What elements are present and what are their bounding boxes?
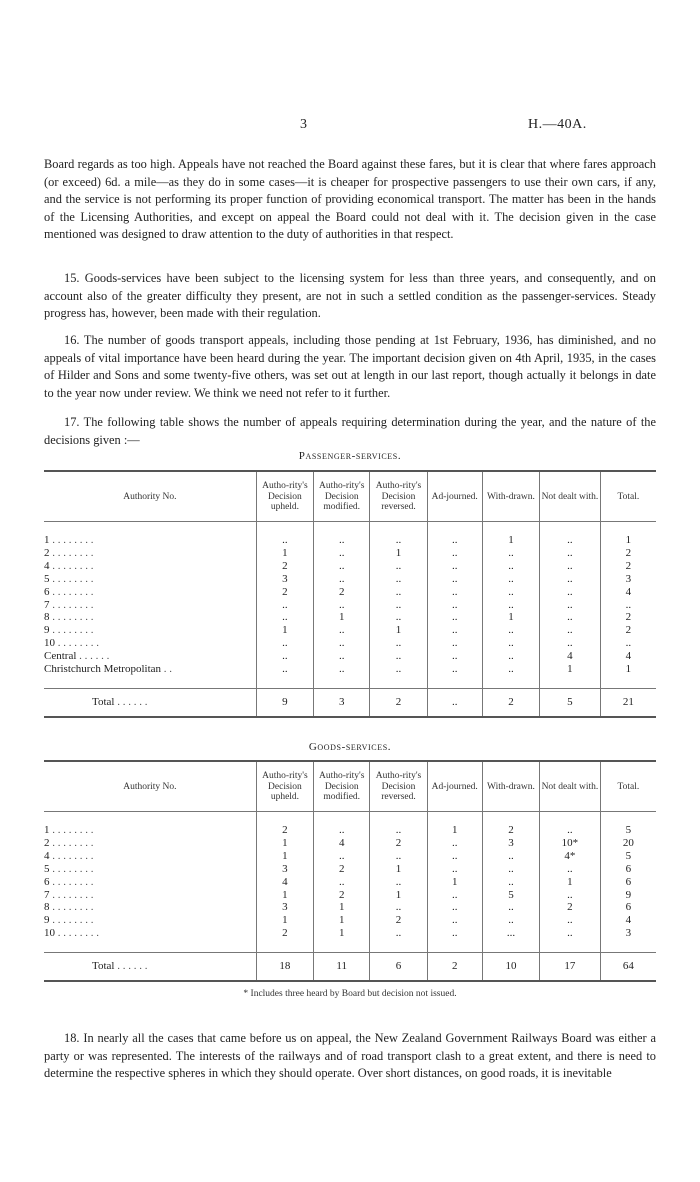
adjourned-cell: ..: [427, 586, 482, 599]
paragraph-16: 16. The number of goods transport appeals, including those pending at 1st February, 1936, has diminished, and no appeals of vital importance have been heard during the year. The important decision given on 4th April, 1935, in the cases of Hilder and Sons and some twenty-five others, was set out at length in our last report, though actually it belongs in date to the year now under review. We think we need not refer to it further.: [44, 333, 656, 400]
goods-services-table: [44, 760, 656, 982]
col-withdrawn-header: With-drawn.: [482, 761, 539, 812]
reversed-cell: ..: [370, 663, 427, 676]
adjourned-cell: ..: [427, 863, 482, 876]
withdrawn-cell: ..: [482, 914, 539, 927]
table-row: [44, 850, 656, 863]
adjourned-cell: ..: [427, 637, 482, 650]
spacer-row: [44, 812, 656, 825]
not-dealt-cell: 5: [540, 688, 601, 717]
table-row: [44, 611, 656, 624]
not-dealt-cell: 4: [540, 650, 601, 663]
authority-cell: 7 . . . . . . . .: [44, 598, 94, 611]
col-modified-header: Autho-rity's Decision modified.: [314, 761, 370, 812]
document-reference: H.—40A.: [528, 117, 587, 132]
total-cell: 20: [600, 837, 656, 850]
upheld-cell: 1: [256, 547, 313, 560]
col-adjourned-header: Ad-journed.: [427, 761, 482, 812]
col-withdrawn-header: With-drawn.: [482, 471, 539, 522]
modified-cell: 2: [314, 863, 370, 876]
table-row: [44, 534, 656, 547]
col-upheld-header: Autho-rity's Decision upheld.: [256, 471, 313, 522]
table-row: [44, 624, 656, 637]
reversed-cell: ..: [370, 850, 427, 863]
reversed-cell: ..: [370, 586, 427, 599]
not-dealt-cell: 1: [540, 876, 601, 889]
upheld-cell: 1: [256, 889, 313, 902]
adjourned-cell: ..: [427, 914, 482, 927]
modified-cell: 2: [314, 586, 370, 599]
reversed-cell: ..: [370, 560, 427, 573]
table-row: [44, 824, 656, 837]
authority-cell: 8 . . . . . . . .: [44, 611, 94, 624]
reversed-cell: 2: [370, 837, 427, 850]
not-dealt-cell: 2: [540, 901, 601, 914]
total-cell: ..: [600, 637, 656, 650]
paragraph-intro: Board regards as too high. Appeals have not reached the Board against these fares, but it is clear that where fares approach (or exceed) 6d. a mile—as they do in some cases—it is cheaper for prospective passengers to use their own cars, if any, and the service is not performing its proper function of providing economical transport. The matter has been in the hands of the Licensing Authorities, and except on appeal the Board could not deal with it. The decision given in the case mentioned was designed to draw attention to the duty of authorities in that respect.: [44, 157, 656, 242]
withdrawn-cell: 5: [482, 889, 539, 902]
authority-cell: 9 . . . . . . . .: [44, 914, 94, 927]
adjourned-cell: ..: [427, 901, 482, 914]
total-cell: 6: [600, 863, 656, 876]
not-dealt-cell: ..: [540, 573, 601, 586]
total-cell: 3: [600, 573, 656, 586]
withdrawn-cell: ..: [482, 586, 539, 599]
passenger-table-caption: Passenger-services.: [298, 450, 402, 462]
modified-cell: 2: [314, 889, 370, 902]
withdrawn-cell: ..: [482, 876, 539, 889]
authority-cell: 5 . . . . . . . .: [44, 862, 94, 875]
table-row: [44, 663, 656, 676]
modified-cell: 4: [314, 837, 370, 850]
authority-cell: 2 . . . . . . . .: [44, 546, 94, 559]
upheld-cell: ..: [256, 637, 313, 650]
adjourned-cell: 1: [427, 824, 482, 837]
total-cell: 6: [600, 876, 656, 889]
upheld-cell: ..: [256, 599, 313, 612]
col-not-dealt-header: Not dealt with.: [540, 761, 601, 812]
reversed-cell: ..: [370, 573, 427, 586]
modified-cell: 1: [314, 927, 370, 940]
not-dealt-cell: 1: [540, 663, 601, 676]
col-modified-header: Autho-rity's Decision modified.: [314, 471, 370, 522]
authority-cell: 5 . . . . . . . .: [44, 572, 94, 585]
modified-cell: 3: [314, 688, 370, 717]
paragraph-18: 18. In nearly all the cases that came before us on appeal, the New Zealand Government Railways Board was either a party or was represented. The interests of the railways and of road transport clash to a great extent, and there is need to determine the respective spheres in which they should operate. Over short distances, on good roads, it is inevitable: [44, 1031, 656, 1081]
modified-cell: ..: [314, 547, 370, 560]
col-reversed-header: Autho-rity's Decision reversed.: [370, 471, 427, 522]
authority-cell: 10 . . . . . . . .: [44, 927, 99, 940]
adjourned-cell: ..: [427, 547, 482, 560]
upheld-cell: 3: [256, 863, 313, 876]
reversed-cell: ..: [370, 637, 427, 650]
table-row: [44, 927, 656, 940]
upheld-cell: 1: [256, 850, 313, 863]
adjourned-cell: ..: [427, 889, 482, 902]
upheld-cell: 3: [256, 573, 313, 586]
reversed-cell: 2: [370, 914, 427, 927]
total-cell: 4: [600, 650, 656, 663]
total-cell: ..: [600, 599, 656, 612]
total-row: [44, 688, 656, 717]
adjourned-cell: 2: [427, 953, 482, 982]
modified-cell: ..: [314, 850, 370, 863]
upheld-cell: 4: [256, 876, 313, 889]
total-row: [44, 953, 656, 982]
authority-cell: Total . . . . . .: [44, 688, 256, 717]
not-dealt-cell: ..: [540, 863, 601, 876]
total-cell: 2: [600, 547, 656, 560]
withdrawn-cell: 2: [482, 688, 539, 717]
withdrawn-cell: ..: [482, 850, 539, 863]
spacer-row: [44, 676, 656, 689]
withdrawn-cell: 2: [482, 824, 539, 837]
total-cell: 21: [600, 688, 656, 717]
total-cell: 2: [600, 624, 656, 637]
reversed-cell: ..: [370, 650, 427, 663]
upheld-cell: 18: [256, 953, 313, 982]
paragraph-17: 17. The following table shows the number of appeals requiring determination during the year, and the nature of the decisions given :—: [44, 415, 656, 447]
col-upheld-header: Autho-rity's Decision upheld.: [256, 761, 313, 812]
withdrawn-cell: ..: [482, 637, 539, 650]
authority-cell: 10 . . . . . . . .: [44, 637, 99, 650]
reversed-cell: 1: [370, 624, 427, 637]
reversed-cell: ..: [370, 824, 427, 837]
withdrawn-cell: ..: [482, 560, 539, 573]
adjourned-cell: 1: [427, 876, 482, 889]
not-dealt-cell: ..: [540, 824, 601, 837]
upheld-cell: 1: [256, 837, 313, 850]
modified-cell: ..: [314, 599, 370, 612]
modified-cell: ..: [314, 876, 370, 889]
authority-cell: 4 . . . . . . . .: [44, 849, 94, 862]
authority-cell: 7 . . . . . . . .: [44, 888, 94, 901]
reversed-cell: ..: [370, 927, 427, 940]
authority-cell: 1 . . . . . . . .: [44, 534, 94, 546]
total-cell: 3: [600, 927, 656, 940]
authority-cell: 9 . . . . . . . .: [44, 624, 94, 637]
upheld-cell: 2: [256, 927, 313, 940]
modified-cell: 1: [314, 611, 370, 624]
table-row: [44, 599, 656, 612]
total-cell: 5: [600, 850, 656, 863]
table-row: [44, 573, 656, 586]
not-dealt-cell: 17: [540, 953, 601, 982]
authority-cell: Central . . . . . .: [44, 650, 110, 663]
reversed-cell: 1: [370, 547, 427, 560]
withdrawn-cell: ..: [482, 547, 539, 560]
upheld-cell: 2: [256, 560, 313, 573]
total-cell: 4: [600, 914, 656, 927]
upheld-cell: 9: [256, 688, 313, 717]
upheld-cell: ..: [256, 663, 313, 676]
spacer-row: [44, 940, 656, 953]
reversed-cell: ..: [370, 876, 427, 889]
table-header-row: [44, 761, 656, 812]
withdrawn-cell: ..: [482, 624, 539, 637]
upheld-cell: 2: [256, 586, 313, 599]
authority-cell: Total . . . . . .: [44, 953, 256, 982]
withdrawn-cell: 10: [482, 953, 539, 982]
withdrawn-cell: ...: [482, 927, 539, 940]
not-dealt-cell: ..: [540, 914, 601, 927]
modified-cell: ..: [314, 560, 370, 573]
table-row: [44, 560, 656, 573]
page-number: 3: [300, 117, 307, 132]
table-row: [44, 889, 656, 902]
authority-cell: Christchurch Metropolitan . .: [44, 663, 173, 676]
upheld-cell: 3: [256, 901, 313, 914]
table-row: [44, 586, 656, 599]
table-row: [44, 914, 656, 927]
adjourned-cell: ..: [427, 624, 482, 637]
total-cell: 9: [600, 889, 656, 902]
not-dealt-cell: ..: [540, 599, 601, 612]
authority-cell: 8 . . . . . . . .: [44, 901, 94, 914]
adjourned-cell: ..: [427, 837, 482, 850]
col-authority-header: Authority No.: [44, 471, 256, 522]
paragraph-15: 15. Goods-services have been subject to the licensing system for less than three years, and consequently, and on account also of the greater difficulty they present, are not in such a settled condition as the passenger-services. Steady progress has, however, been made with their regulation.: [44, 271, 656, 321]
not-dealt-cell: ..: [540, 611, 601, 624]
upheld-cell: ..: [256, 650, 313, 663]
total-cell: 64: [600, 953, 656, 982]
total-cell: 1: [600, 663, 656, 676]
adjourned-cell: ..: [427, 599, 482, 612]
spacer-row: [44, 522, 656, 535]
table-row: [44, 837, 656, 850]
table-footnote: * Includes three heard by Board but decision not issued.: [243, 989, 457, 999]
adjourned-cell: ..: [427, 560, 482, 573]
withdrawn-cell: 1: [482, 534, 539, 547]
not-dealt-cell: 4*: [540, 850, 601, 863]
withdrawn-cell: ..: [482, 901, 539, 914]
adjourned-cell: ..: [427, 573, 482, 586]
withdrawn-cell: 1: [482, 611, 539, 624]
authority-cell: 1 . . . . . . . .: [44, 824, 94, 836]
modified-cell: ..: [314, 624, 370, 637]
authority-cell: 2 . . . . . . . .: [44, 836, 94, 849]
not-dealt-cell: 10*: [540, 837, 601, 850]
table-row: [44, 637, 656, 650]
withdrawn-cell: ..: [482, 663, 539, 676]
not-dealt-cell: ..: [540, 534, 601, 547]
adjourned-cell: ..: [427, 663, 482, 676]
not-dealt-cell: ..: [540, 637, 601, 650]
modified-cell: 1: [314, 901, 370, 914]
upheld-cell: ..: [256, 611, 313, 624]
modified-cell: ..: [314, 573, 370, 586]
withdrawn-cell: ..: [482, 863, 539, 876]
total-cell: 2: [600, 560, 656, 573]
total-cell: 1: [600, 534, 656, 547]
table-row: [44, 547, 656, 560]
withdrawn-cell: ..: [482, 573, 539, 586]
adjourned-cell: ..: [427, 850, 482, 863]
upheld-cell: ..: [256, 534, 313, 547]
col-authority-header: Authority No.: [44, 761, 256, 812]
table-row: [44, 863, 656, 876]
modified-cell: ..: [314, 637, 370, 650]
reversed-cell: 1: [370, 863, 427, 876]
withdrawn-cell: ..: [482, 599, 539, 612]
not-dealt-cell: ..: [540, 927, 601, 940]
upheld-cell: 2: [256, 824, 313, 837]
col-total-header: Total.: [600, 761, 656, 812]
total-cell: 4: [600, 586, 656, 599]
total-cell: 5: [600, 824, 656, 837]
not-dealt-cell: ..: [540, 560, 601, 573]
reversed-cell: ..: [370, 534, 427, 547]
adjourned-cell: ..: [427, 927, 482, 940]
modified-cell: ..: [314, 824, 370, 837]
not-dealt-cell: ..: [540, 624, 601, 637]
not-dealt-cell: ..: [540, 547, 601, 560]
table-row: [44, 901, 656, 914]
total-cell: 6: [600, 901, 656, 914]
authority-cell: 4 . . . . . . . .: [44, 559, 94, 572]
reversed-cell: ..: [370, 901, 427, 914]
goods-table-caption: Goods-services.: [308, 741, 392, 753]
upheld-cell: 1: [256, 624, 313, 637]
table-header-row: [44, 471, 656, 522]
adjourned-cell: ..: [427, 688, 482, 717]
reversed-cell: 2: [370, 688, 427, 717]
adjourned-cell: ..: [427, 650, 482, 663]
col-reversed-header: Autho-rity's Decision reversed.: [370, 761, 427, 812]
withdrawn-cell: ..: [482, 650, 539, 663]
reversed-cell: ..: [370, 611, 427, 624]
modified-cell: ..: [314, 650, 370, 663]
upheld-cell: 1: [256, 914, 313, 927]
reversed-cell: 1: [370, 889, 427, 902]
adjourned-cell: ..: [427, 534, 482, 547]
adjourned-cell: ..: [427, 611, 482, 624]
reversed-cell: 6: [370, 953, 427, 982]
col-not-dealt-header: Not dealt with.: [540, 471, 601, 522]
modified-cell: 1: [314, 914, 370, 927]
table-row: [44, 876, 656, 889]
table-row: [44, 650, 656, 663]
passenger-services-table: [44, 470, 656, 718]
modified-cell: ..: [314, 534, 370, 547]
authority-cell: 6 . . . . . . . .: [44, 585, 94, 598]
not-dealt-cell: ..: [540, 586, 601, 599]
not-dealt-cell: ..: [540, 889, 601, 902]
modified-cell: 11: [314, 953, 370, 982]
col-total-header: Total.: [600, 471, 656, 522]
authority-cell: 6 . . . . . . . .: [44, 875, 94, 888]
col-adjourned-header: Ad-journed.: [427, 471, 482, 522]
reversed-cell: ..: [370, 599, 427, 612]
modified-cell: ..: [314, 663, 370, 676]
withdrawn-cell: 3: [482, 837, 539, 850]
total-cell: 2: [600, 611, 656, 624]
